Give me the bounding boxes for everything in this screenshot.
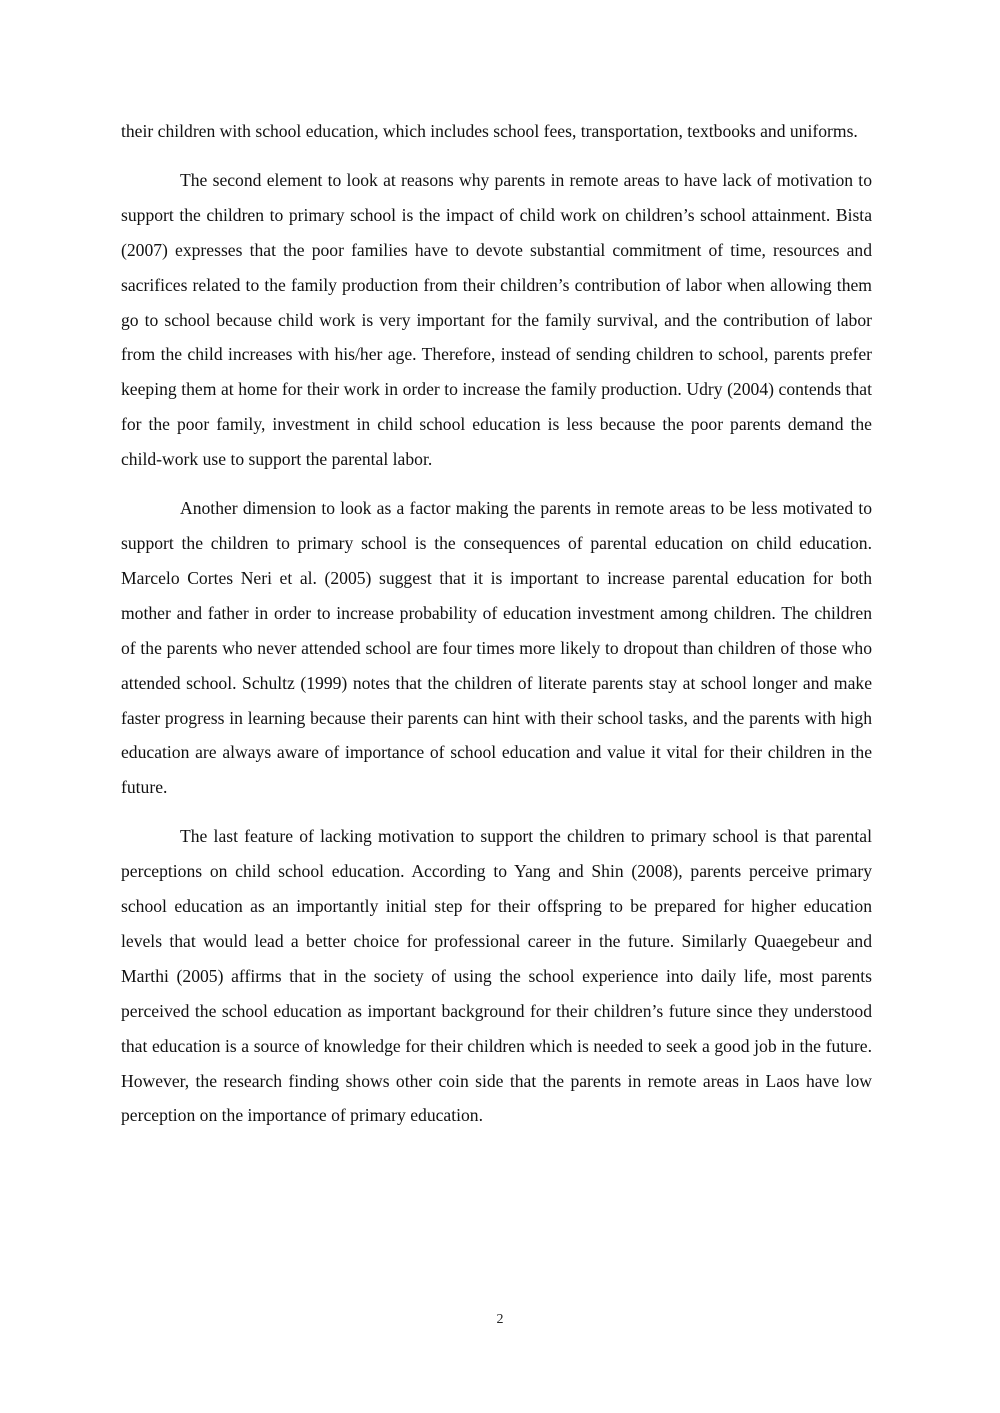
page-number: 2: [496, 1312, 504, 1327]
paragraph-child-work: The second element to look at reasons why parents in remote areas to have lack of motivation to support the children to primary school is the impact of child work on children’s school attainment. Bista (2007) expresses that the poor families have to devote substantial commitment of time, resources and sacrifices related to the family production from their children’s contribution of labor when allowing them go to school because child work is very important for the family survival, and the contribution of labor from the child increases with his/her age. Therefore, instead of sending children to school, parents prefer keeping them at home for their work in order to increase the family production. Udry (2004) contends that for the poor family, investment in child school education is less because the poor parents demand the child-work use to support the parental labor.: [121, 169, 872, 470]
body-text: [121, 114, 872, 1147]
paragraph-parental-education: Another dimension to look as a factor making the parents in remote areas to be less motivated to support the children to primary school is the consequences of parental education on child education. Marcelo Cortes Neri et al. (2005) suggest that it is important to increase parental education for both mother and father in order to increase probability of education investment among children. The children of the parents who never attended school are four times more likely to dropout than children of those who attended school. Schultz (1999) notes that the children of literate parents stay at school longer and make faster progress in learning because their parents can hint with their school tasks, and the parents with high education are always aware of importance of school education and value it vital for their children in the future.: [121, 498, 872, 798]
paragraph-continuation: their children with school education, which includes school fees, transportation, textbooks and uniforms.: [121, 121, 858, 141]
paragraph-parental-perceptions: The last feature of lacking motivation to support the children to primary school is that parental perceptions on child school education. According to Yang and Shin (2008), parents perceive primary school education as an importantly initial step for their offspring to be prepared for higher education levels that would lead a better choice for professional career in the future. Similarly Quaegebeur and Marthi (2005) affirms that in the society of using the school experience into daily life, most parents perceived the school education as important background for their children’s future since they understood that education is a source of knowledge for their children which is needed to seek a good job in the future. However, the research finding shows other coin side that the parents in remote areas in Laos have low perception on the importance of primary education.: [121, 826, 872, 1126]
